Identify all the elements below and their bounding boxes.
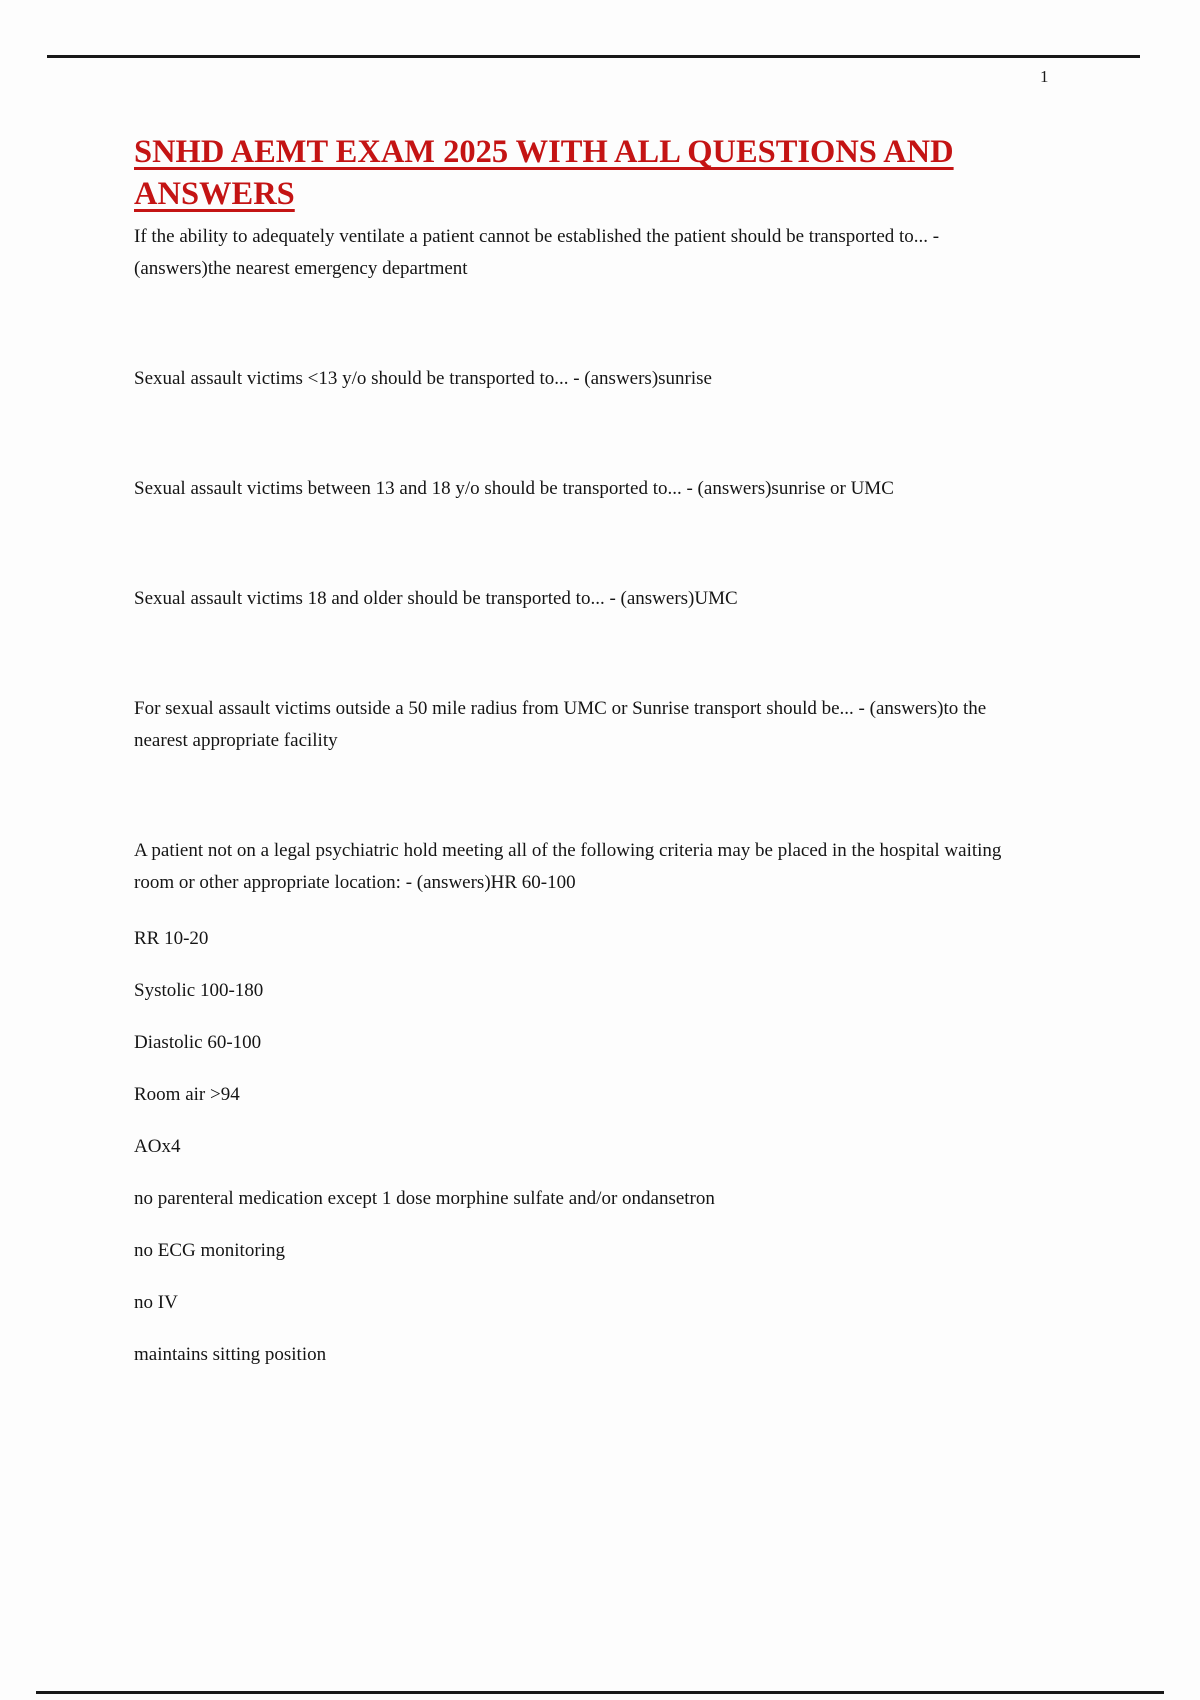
header-rule bbox=[47, 55, 1140, 58]
page-content bbox=[134, 131, 1026, 1391]
qa-paragraph: Sexual assault victims between 13 and 18 y/o should be transported to... - (answers)sunrise or UMC bbox=[134, 478, 894, 499]
footer-rule bbox=[36, 1691, 1164, 1694]
criteria-item: maintains sitting position bbox=[134, 1344, 327, 1365]
criteria-item: Systolic 100-180 bbox=[134, 980, 264, 1001]
criteria-item: no ECG monitoring bbox=[134, 1240, 285, 1261]
qa-paragraph: Sexual assault victims <13 y/o should be transported to... - (answers)sunrise bbox=[134, 368, 712, 389]
document-title: SNHD AEMT EXAM 2025 WITH ALL QUESTIONS AND ANSWERS bbox=[134, 134, 954, 212]
criteria-item: RR 10-20 bbox=[134, 928, 209, 949]
criteria-item: Room air >94 bbox=[134, 1084, 240, 1105]
criteria-item: Diastolic 60-100 bbox=[134, 1032, 262, 1053]
criteria-item: AOx4 bbox=[134, 1136, 181, 1157]
page-number: 1 bbox=[1040, 67, 1049, 86]
qa-paragraph: A patient not on a legal psychiatric hold meeting all of the following criteria may be placed in the hospital waiting room or other appropriate location: - (answers)HR 60-100 bbox=[134, 840, 1002, 893]
criteria-item: no parenteral medication except 1 dose morphine sulfate and/or ondansetron bbox=[134, 1188, 715, 1209]
criteria-item: no IV bbox=[134, 1292, 178, 1313]
qa-paragraph: For sexual assault victims outside a 50 mile radius from UMC or Sunrise transport should be... - (answers)to the nearest appropriate facility bbox=[134, 698, 987, 751]
qa-paragraph: If the ability to adequately ventilate a patient cannot be established the patient should be transported to... - (answers)the nearest emergency department bbox=[134, 226, 940, 279]
qa-paragraph: Sexual assault victims 18 and older should be transported to... - (answers)UMC bbox=[134, 588, 738, 609]
